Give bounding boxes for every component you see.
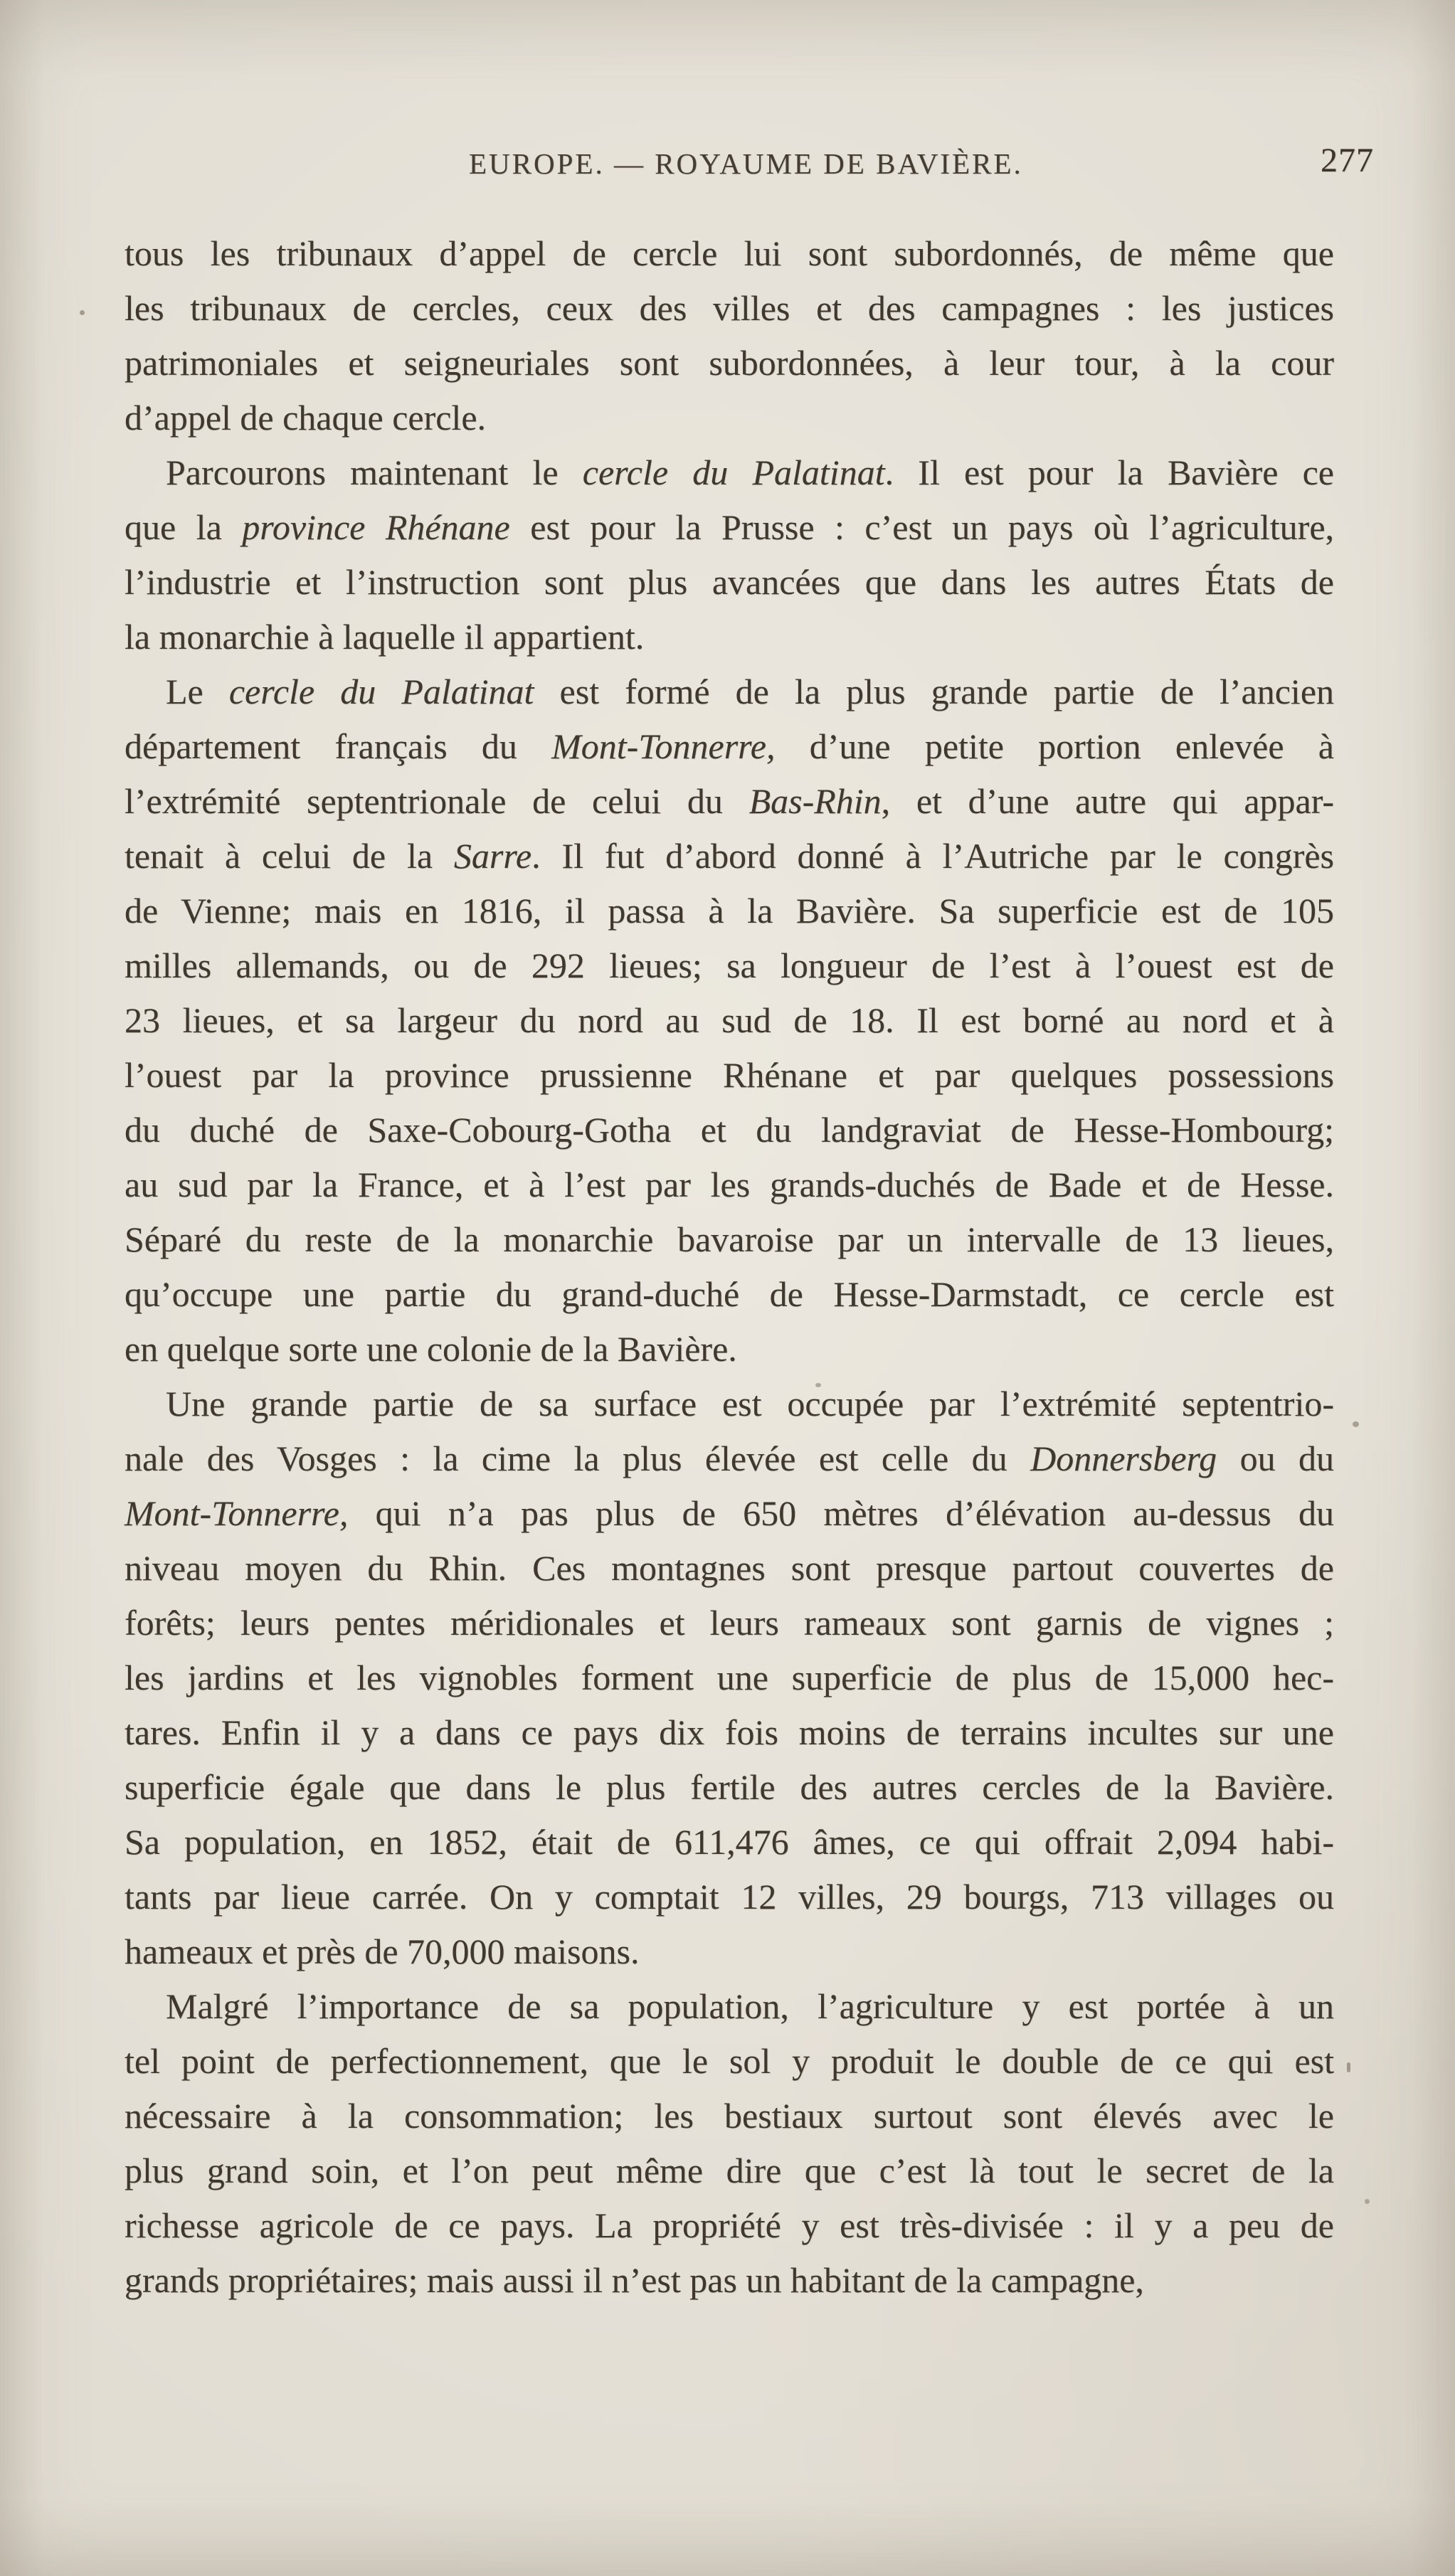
text-line: [125, 1103, 1334, 1157]
text-segment: . Il est pour la Bavière ce: [884, 452, 1335, 492]
text-segment: plus grand soin, et l’on peut même dire que c’est là tout le secret de la: [125, 2151, 1334, 2190]
text-segment: superficie égale que dans le plus fertile des autres cercles de la Bavière.: [125, 1767, 1334, 1807]
italic-term: Mont-Tonnerre,: [125, 1493, 349, 1533]
text-line: [125, 1870, 1334, 1924]
text-line: [125, 1650, 1334, 1705]
text-line: [125, 1322, 1334, 1377]
text-line: [125, 1377, 1334, 1431]
ink-speck: [1353, 1421, 1359, 1427]
text-segment: que la: [125, 507, 243, 547]
text-segment: la monarchie à laquelle il appartient.: [125, 617, 645, 657]
text-segment: Parcourons maintenant le: [166, 452, 583, 492]
text-line: [125, 1048, 1334, 1103]
text-segment: grands propriétaires; mais aussi il n’est pas un habitant de la campagne,: [125, 2260, 1144, 2300]
text-line: [125, 1979, 1334, 2034]
text-segment: d’une petite portion enlevée à: [775, 726, 1334, 766]
paragraph: [125, 1377, 1334, 1979]
text-segment: tants par lieue carrée. On y comptait 12 villes, 29 bourgs, 713 villages ou: [125, 1877, 1334, 1917]
italic-term: province Rhénane: [242, 507, 510, 547]
text-line: [125, 555, 1334, 610]
text-line: [125, 1541, 1334, 1596]
text-line: [125, 829, 1334, 884]
ink-speck: [1365, 2199, 1370, 2204]
text-line: [125, 2253, 1334, 2308]
text-line: [125, 445, 1334, 500]
italic-term: Mont-Tonnerre,: [551, 726, 776, 766]
paragraph: [125, 1979, 1334, 2308]
text-line: [125, 391, 1334, 445]
text-line: [125, 610, 1334, 664]
text-segment: tous les tribunaux d’appel de cercle lui sont subordonnés, de même que: [125, 233, 1334, 273]
text-segment: tenait à celui de la: [125, 836, 454, 876]
text-line: [125, 884, 1334, 938]
text-line: [125, 500, 1334, 555]
text-segment: hameaux et près de 70,000 maisons.: [125, 1931, 640, 1971]
text-segment: Sa population, en 1852, était de 611,476 âmes, ce qui offrait 2,094 habi-: [125, 1822, 1334, 1862]
text-line: [125, 2089, 1334, 2143]
italic-term: Donnersberg: [1030, 1438, 1217, 1478]
text-segment: du duché de Saxe-Cobourg-Gotha et du landgraviat de Hesse-Hombourg;: [125, 1110, 1334, 1150]
text-segment: Le: [166, 672, 229, 711]
ink-speck: [80, 310, 85, 315]
text-line: [125, 2034, 1334, 2089]
text-segment: patrimoniales et seigneuriales sont subordonnées, à leur tour, à la cour: [125, 343, 1334, 383]
text-segment: niveau moyen du Rhin. Ces montagnes sont presque partout couvertes de: [125, 1548, 1334, 1588]
text-segment: les jardins et les vignobles forment une superficie de plus de 15,000 hec-: [125, 1658, 1334, 1697]
text-line: [125, 226, 1334, 281]
paragraph: [125, 445, 1334, 664]
text-segment: forêts; leurs pentes méridionales et leurs rameaux sont garnis de vignes ;: [125, 1603, 1334, 1643]
text-line: [125, 1924, 1334, 1979]
text-segment: en quelque sorte une colonie de la Bavière.: [125, 1329, 737, 1369]
text-segment: nale des Vosges : la cime la plus élevée est celle du: [125, 1438, 1031, 1478]
text-segment: département français du: [125, 726, 552, 766]
text-line: [125, 664, 1334, 719]
text-line: [125, 1815, 1334, 1870]
text-segment: de Vienne; mais en 1816, il passa à la Bavière. Sa superficie est de 105: [125, 891, 1334, 931]
italic-term: Sarre: [453, 836, 532, 876]
text-segment: l’extrémité septentrionale de celui du: [125, 781, 749, 821]
text-segment: , et d’une autre qui appar-: [881, 781, 1335, 821]
text-segment: . Il fut d’abord donné à l’Autriche par le congrès: [531, 836, 1334, 876]
text-segment: l’industrie et l’instruction sont plus avancées que dans les autres États de: [125, 562, 1334, 602]
text-segment: tel point de perfectionnement, que le sol y produit le double de ce qui est: [125, 2041, 1334, 2081]
text-segment: 23 lieues, et sa largeur du nord au sud de 18. Il est borné au nord et à: [125, 1000, 1334, 1040]
text-line: [125, 719, 1334, 774]
text-segment: l’ouest par la province prussienne Rhénane et par quelques possessions: [125, 1055, 1334, 1095]
text-line: [125, 2198, 1334, 2253]
text-line: [125, 1267, 1334, 1322]
text-segment: est pour la Prusse : c’est un pays où l’agriculture,: [509, 507, 1335, 547]
text-segment: d’appel de chaque cercle.: [125, 398, 487, 438]
text-segment: au sud par la France, et à l’est par les grands-duchés de Bade et de Hesse.: [125, 1165, 1334, 1204]
text-line: [125, 938, 1334, 993]
page-header: [125, 142, 1374, 185]
page-body: [125, 226, 1334, 2308]
text-line: [125, 1431, 1334, 1486]
running-title: EUROPE. — ROYAUME DE BAVIÈRE.: [469, 147, 1023, 180]
text-segment: est formé de la plus grande partie de l’ancien: [534, 672, 1335, 711]
text-line: [125, 1705, 1334, 1760]
text-line: [125, 336, 1334, 391]
italic-term: cercle du Palatinat: [582, 452, 885, 492]
italic-term: Bas-Rhin: [748, 781, 882, 821]
page-number: 277: [1321, 142, 1374, 179]
ink-speck: [1347, 2062, 1350, 2072]
text-line: [125, 1486, 1334, 1541]
paragraph: [125, 664, 1334, 1377]
text-segment: Malgré l’importance de sa population, l’agriculture y est portée à un: [166, 1986, 1334, 2026]
text-segment: milles allemands, ou de 292 lieues; sa longueur de l’est à l’ouest est de: [125, 945, 1334, 985]
text-line: [125, 1760, 1334, 1815]
text-segment: qu’occupe une partie du grand-duché de Hesse-Darmstadt, ce cercle est: [125, 1274, 1334, 1314]
text-segment: Séparé du reste de la monarchie bavaroise par un intervalle de 13 lieues,: [125, 1219, 1334, 1259]
text-segment: nécessaire à la consommation; les bestiaux surtout sont élevés avec le: [125, 2096, 1334, 2136]
italic-term: cercle du Palatinat: [228, 672, 534, 711]
text-segment: Une grande partie de sa surface est occupée par l’extrémité septentrio-: [166, 1384, 1334, 1424]
text-segment: tares. Enfin il y a dans ce pays dix fois moins de terrains incultes sur une: [125, 1712, 1334, 1752]
text-line: [125, 1157, 1334, 1212]
text-line: [125, 281, 1334, 336]
text-line: [125, 1596, 1334, 1650]
paragraph: [125, 226, 1334, 445]
text-segment: ou du: [1217, 1438, 1335, 1478]
text-line: [125, 2143, 1334, 2198]
text-line: [125, 1212, 1334, 1267]
text-segment: les tribunaux de cercles, ceux des villes et des campagnes : les justices: [125, 288, 1334, 328]
text-segment: richesse agricole de ce pays. La propriété y est très-divisée : il y a peu de: [125, 2205, 1334, 2245]
text-line: [125, 993, 1334, 1048]
text-segment: qui n’a pas plus de 650 mètres d’élévation au-dessus du: [348, 1493, 1334, 1533]
text-line: [125, 774, 1334, 829]
